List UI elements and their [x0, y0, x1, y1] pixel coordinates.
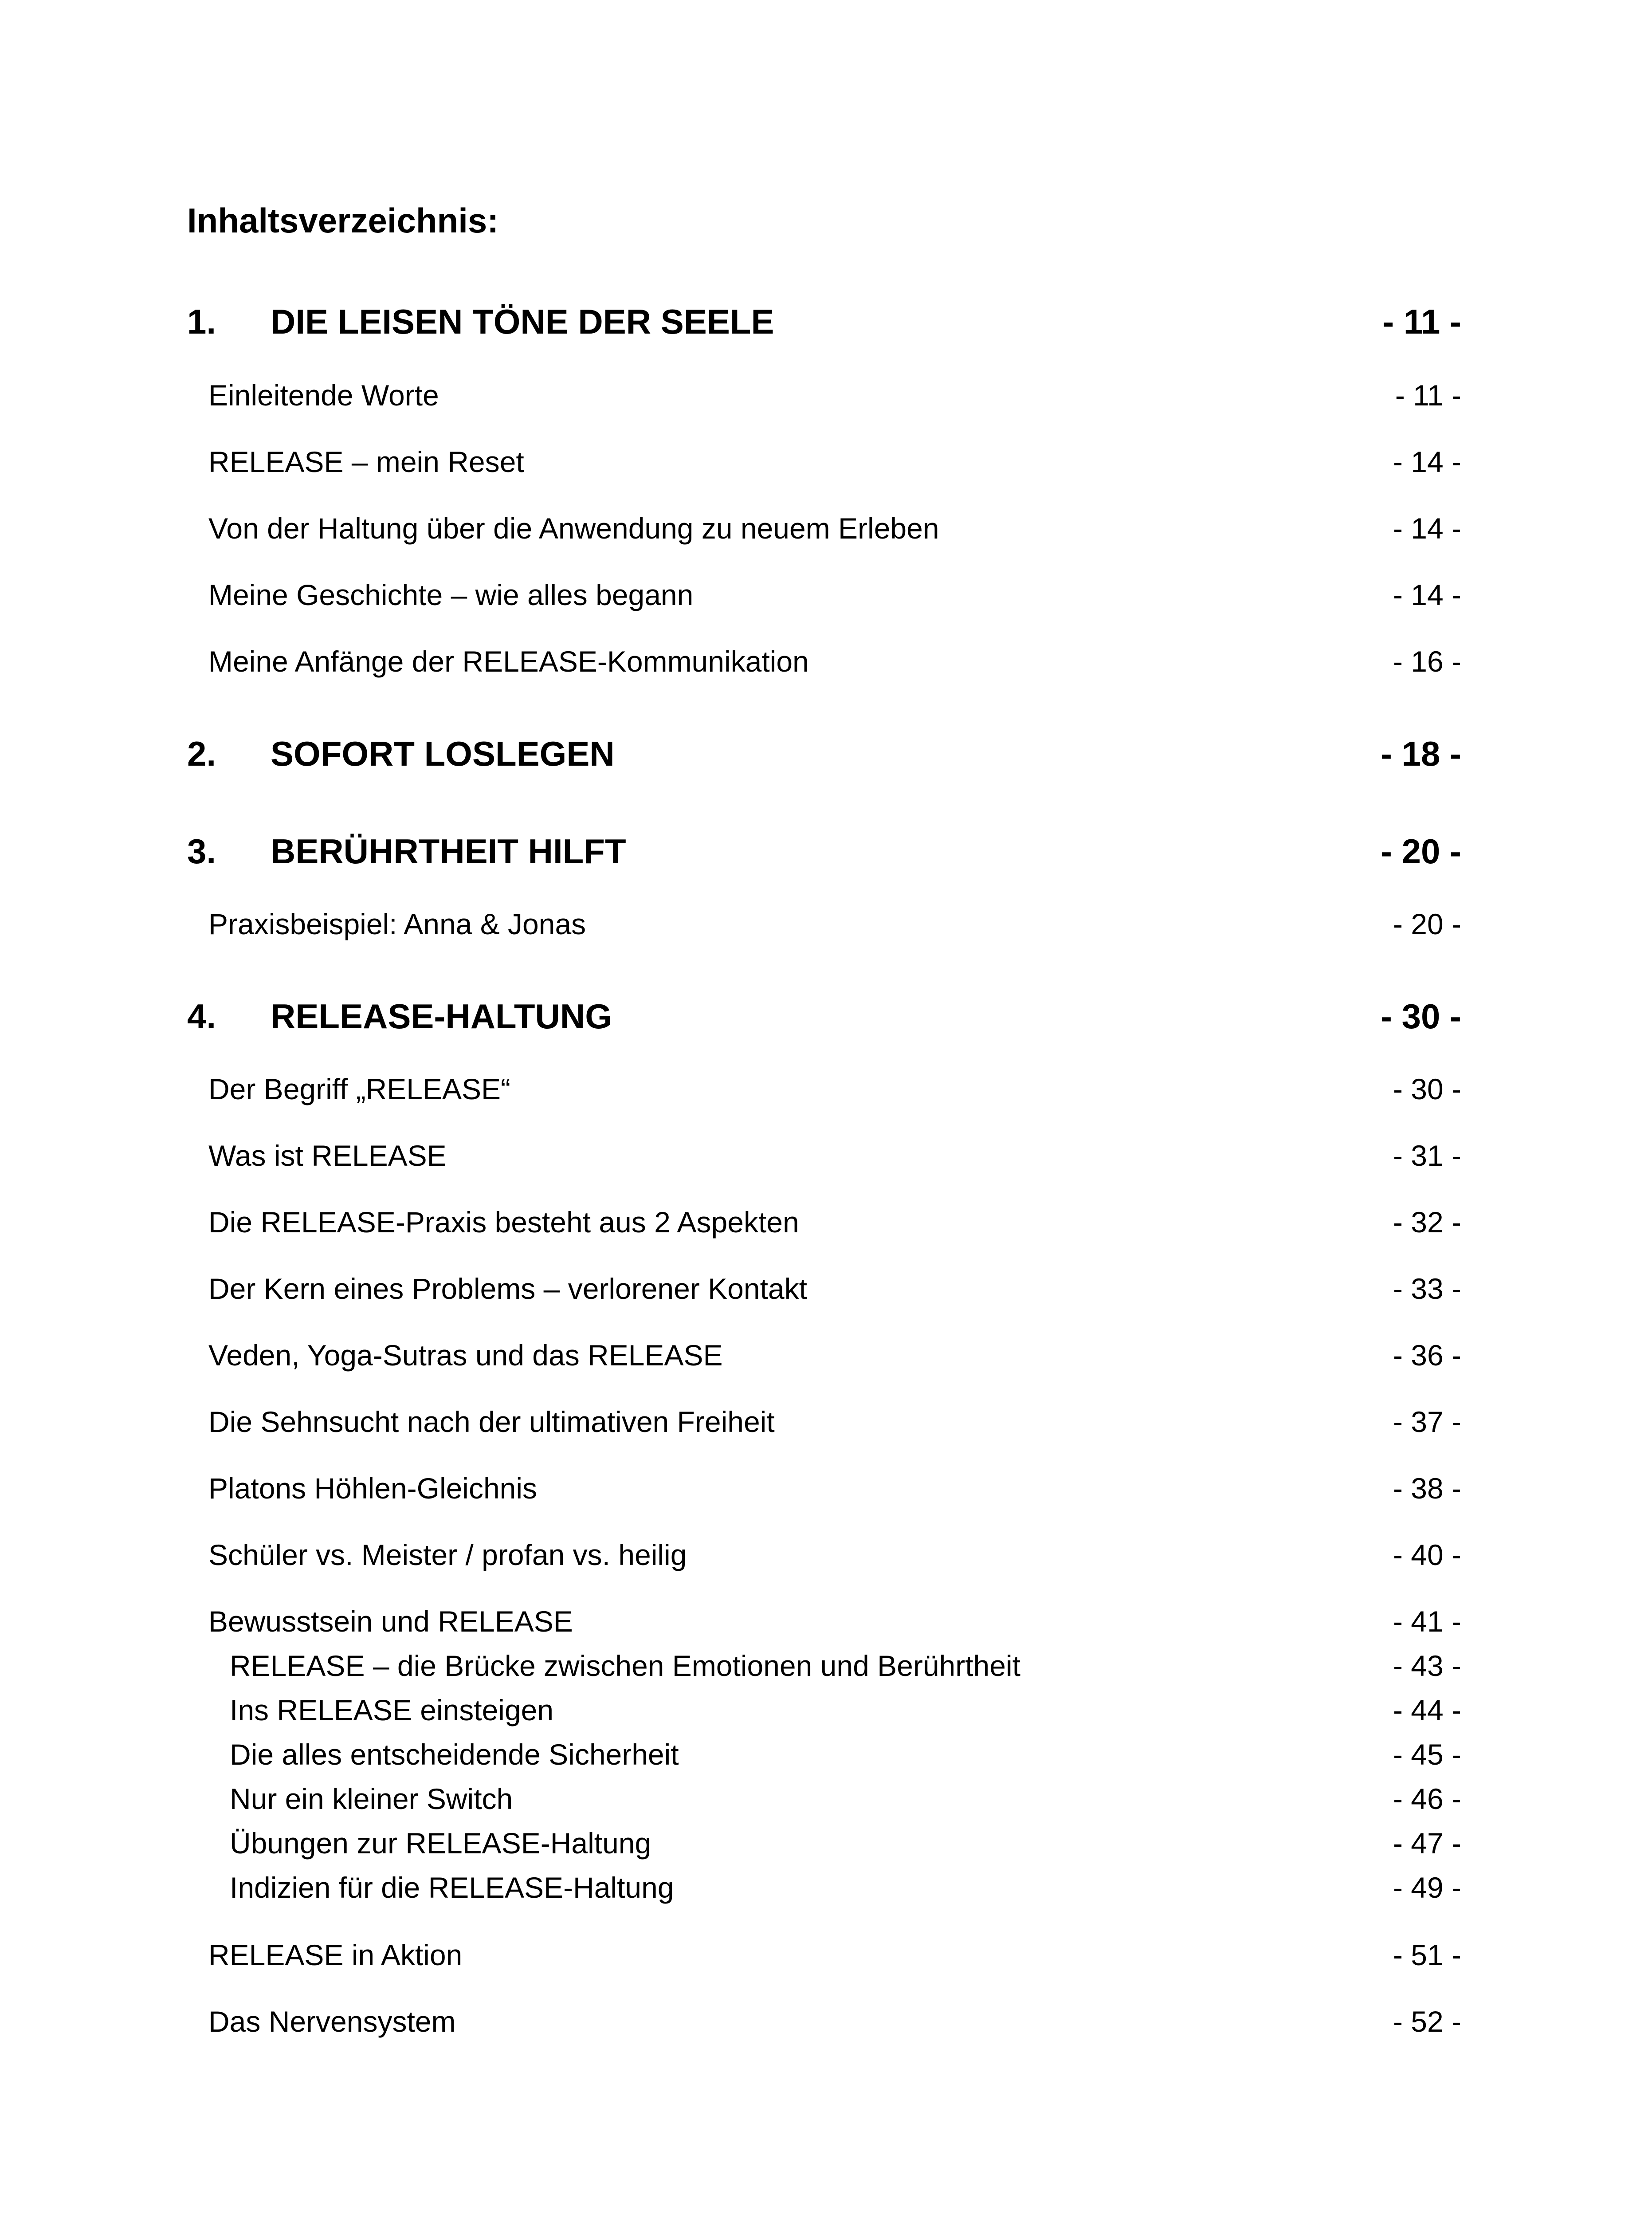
entry-page: - 36 -: [1393, 1339, 1461, 1372]
subentry-title: Nur ein kleiner Switch: [230, 1782, 513, 1815]
entry-title: Bewusstsein und RELEASE: [208, 1605, 573, 1638]
chapter-number: 4.: [187, 997, 216, 1036]
subentry-title: Indizien für die RELEASE-Haltung: [230, 1871, 674, 1904]
chapter-title: BERÜHRTHEIT HILFT: [271, 832, 626, 871]
entry-page: - 32 -: [1393, 1206, 1461, 1239]
entry-page: - 16 -: [1393, 645, 1461, 678]
entry-page: - 14 -: [1393, 445, 1461, 478]
entry-title: Schüler vs. Meister / profan vs. heilig: [208, 1538, 687, 1571]
entry-page: - 14 -: [1393, 512, 1461, 545]
entry-page: - 30 -: [1393, 1073, 1461, 1105]
entry-title: Meine Geschichte – wie alles begann: [208, 578, 694, 611]
entry-page: - 52 -: [1393, 2005, 1461, 2038]
toc-heading: Inhaltsverzeichnis:: [187, 201, 499, 240]
subentry-title: Die alles entscheidende Sicherheit: [230, 1738, 679, 1771]
entry-title: Platons Höhlen-Gleichnis: [208, 1472, 538, 1505]
entry-title: Praxisbeispiel: Anna & Jonas: [208, 908, 586, 940]
subentry-page: - 47 -: [1393, 1827, 1461, 1860]
entry-title: Der Begriff „RELEASE“: [208, 1073, 511, 1105]
entry-title: Veden, Yoga-Sutras und das RELEASE: [208, 1339, 723, 1372]
entry-page: - 33 -: [1393, 1272, 1461, 1305]
chapter-title: RELEASE-HALTUNG: [271, 997, 612, 1036]
entry-title: Der Kern eines Problems – verlorener Kontakt: [208, 1272, 807, 1305]
chapter-number: 3.: [187, 832, 216, 871]
subentry-page: - 43 -: [1393, 1649, 1461, 1682]
entry-title: Das Nervensystem: [208, 2005, 456, 2038]
entry-page: - 37 -: [1393, 1405, 1461, 1438]
chapter-number: 2.: [187, 734, 216, 773]
subentry-page: - 45 -: [1393, 1738, 1461, 1771]
entry-page: - 38 -: [1393, 1472, 1461, 1505]
entry-title: Was ist RELEASE: [208, 1139, 447, 1172]
subentry-page: - 46 -: [1393, 1782, 1461, 1815]
entry-title: Meine Anfänge der RELEASE-Kommunikation: [208, 645, 809, 678]
chapter-title: DIE LEISEN TÖNE DER SEELE: [271, 302, 774, 341]
entry-page: - 31 -: [1393, 1139, 1461, 1172]
chapter-title: SOFORT LOSLEGEN: [271, 734, 615, 773]
entry-page: - 14 -: [1393, 578, 1461, 611]
entry-page: - 20 -: [1393, 908, 1461, 940]
chapter-page: - 20 -: [1380, 832, 1461, 871]
entry-title: RELEASE – mein Reset: [208, 445, 524, 478]
chapter-page: - 18 -: [1380, 734, 1461, 773]
subentry-title: RELEASE – die Brücke zwischen Emotionen und Berührtheit: [230, 1649, 1020, 1682]
entry-title: RELEASE in Aktion: [208, 1939, 463, 1971]
entry-page: - 11 -: [1395, 379, 1461, 412]
entry-title: Von der Haltung über die Anwendung zu neuem Erleben: [208, 512, 939, 545]
entry-title: Die RELEASE-Praxis besteht aus 2 Aspekten: [208, 1206, 799, 1239]
subentry-page: - 49 -: [1393, 1871, 1461, 1904]
entry-page: - 41 -: [1393, 1605, 1461, 1638]
subentry-title: Ins RELEASE einsteigen: [230, 1694, 554, 1726]
entry-page: - 51 -: [1393, 1939, 1461, 1971]
chapter-number: 1.: [187, 302, 216, 341]
subentry-title: Übungen zur RELEASE-Haltung: [230, 1827, 651, 1860]
entry-title: Einleitende Worte: [208, 379, 439, 412]
subentry-page: - 44 -: [1393, 1694, 1461, 1726]
entry-title: Die Sehnsucht nach der ultimativen Freiheit: [208, 1405, 775, 1438]
chapter-page: - 11 -: [1382, 302, 1461, 341]
chapter-page: - 30 -: [1380, 997, 1461, 1036]
entry-page: - 40 -: [1393, 1538, 1461, 1571]
